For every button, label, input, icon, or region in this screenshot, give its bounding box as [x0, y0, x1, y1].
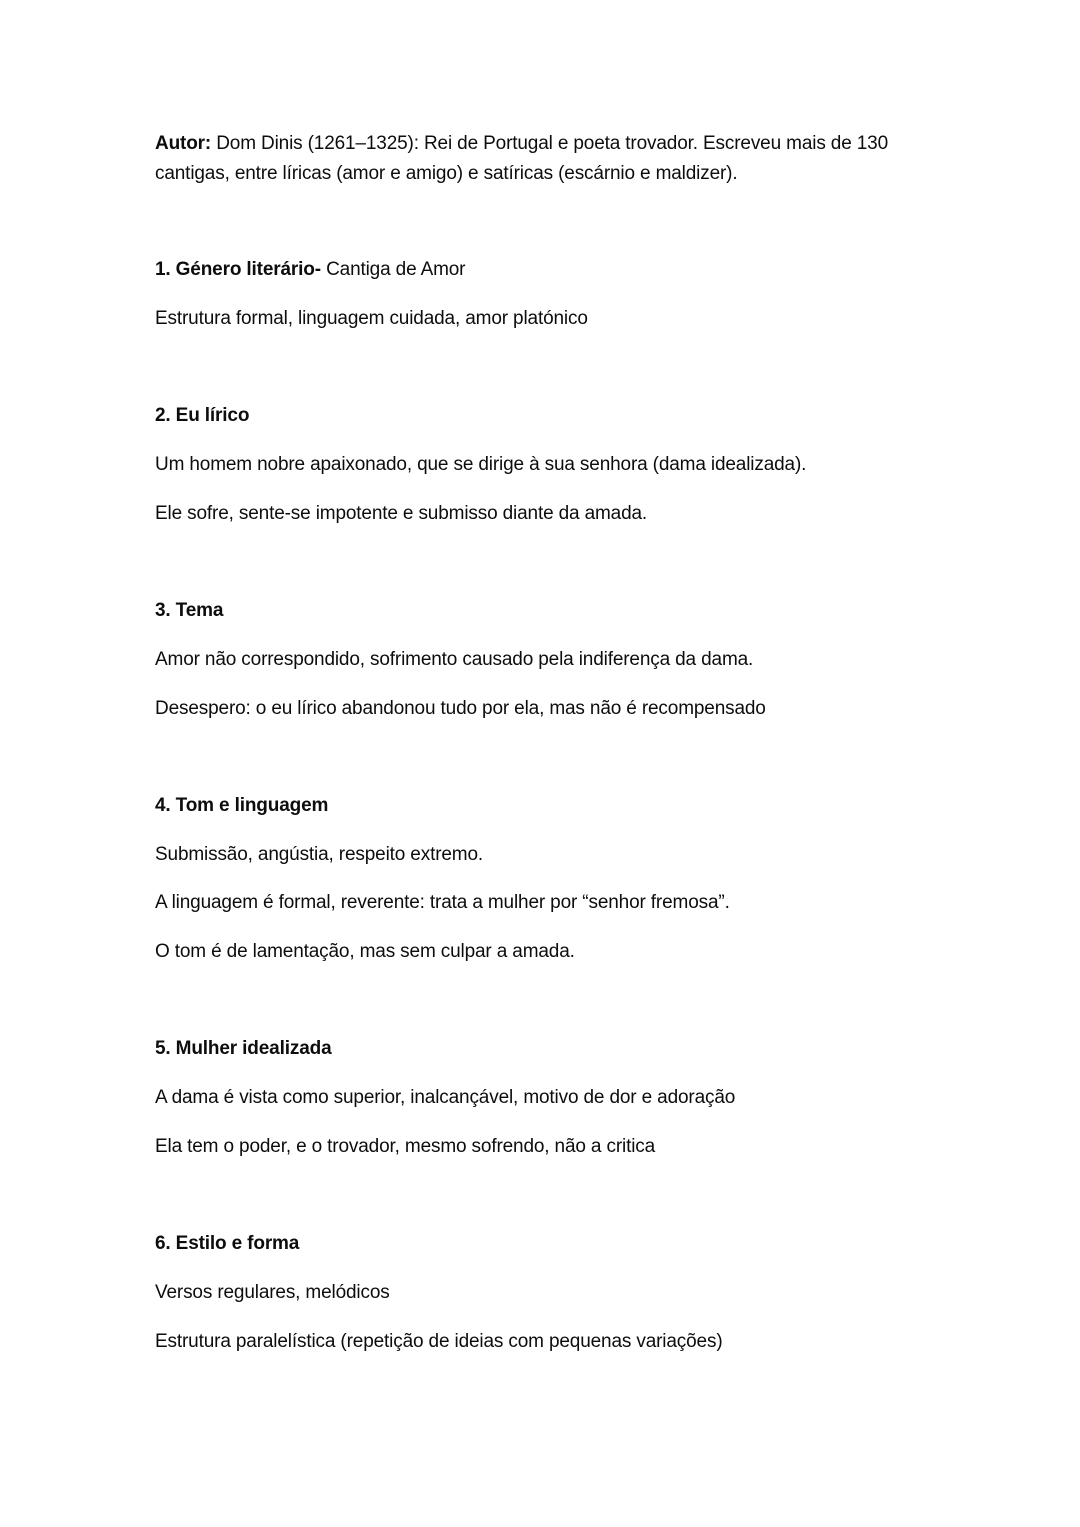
section-2-line-1: Um homem nobre apaixonado, que se dirige à sua senhora (dama idealizada). [155, 454, 807, 475]
section-2-heading: 2. Eu lírico [155, 405, 250, 426]
section-1-heading [155, 258, 465, 282]
section-3-line-2: Desespero: o eu lírico abandonou tudo por ela, mas não é recompensado [155, 698, 766, 719]
section-6-line-1: Versos regulares, melódicos [155, 1282, 390, 1303]
section-heading-label: 1. Género literário- [155, 259, 321, 280]
section-heading-suffix: Cantiga de Amor [320, 259, 466, 280]
author-paragraph [155, 129, 945, 189]
section-6-line-2: Estrutura paralelística (repetição de ideias com pequenas variações) [155, 1331, 723, 1352]
section-1-line-1: Estrutura formal, linguagem cuidada, amor platónico [155, 308, 588, 329]
section-5-line-1: A dama é vista como superior, inalcançável, motivo de dor e adoração [155, 1087, 736, 1108]
section-4-heading: 4. Tom e linguagem [155, 795, 329, 816]
section-6-heading: 6. Estilo e forma [155, 1233, 300, 1254]
section-4-line-1: Submissão, angústia, respeito extremo. [155, 844, 484, 865]
author-text: Dom Dinis (1261–1325): Rei de Portugal e poeta trovador. Escreveu mais de 130 cantigas, entre líricas (amor e amigo) e satíricas (escárnio e maldizer). [155, 133, 889, 184]
section-3-heading: 3. Tema [155, 600, 224, 621]
section-5-line-2: Ela tem o poder, e o trovador, mesmo sofrendo, não a critica [155, 1136, 656, 1157]
section-2-line-2: Ele sofre, sente-se impotente e submisso diante da amada. [155, 503, 648, 524]
author-label: Autor: [155, 133, 212, 154]
section-5-heading: 5. Mulher idealizada [155, 1038, 332, 1059]
section-4-line-3: O tom é de lamentação, mas sem culpar a amada. [155, 941, 575, 962]
section-3-line-1: Amor não correspondido, sofrimento causado pela indiferença da dama. [155, 649, 754, 670]
section-4-line-2: A linguagem é formal, reverente: trata a mulher por “senhor fremosa”. [155, 892, 730, 913]
